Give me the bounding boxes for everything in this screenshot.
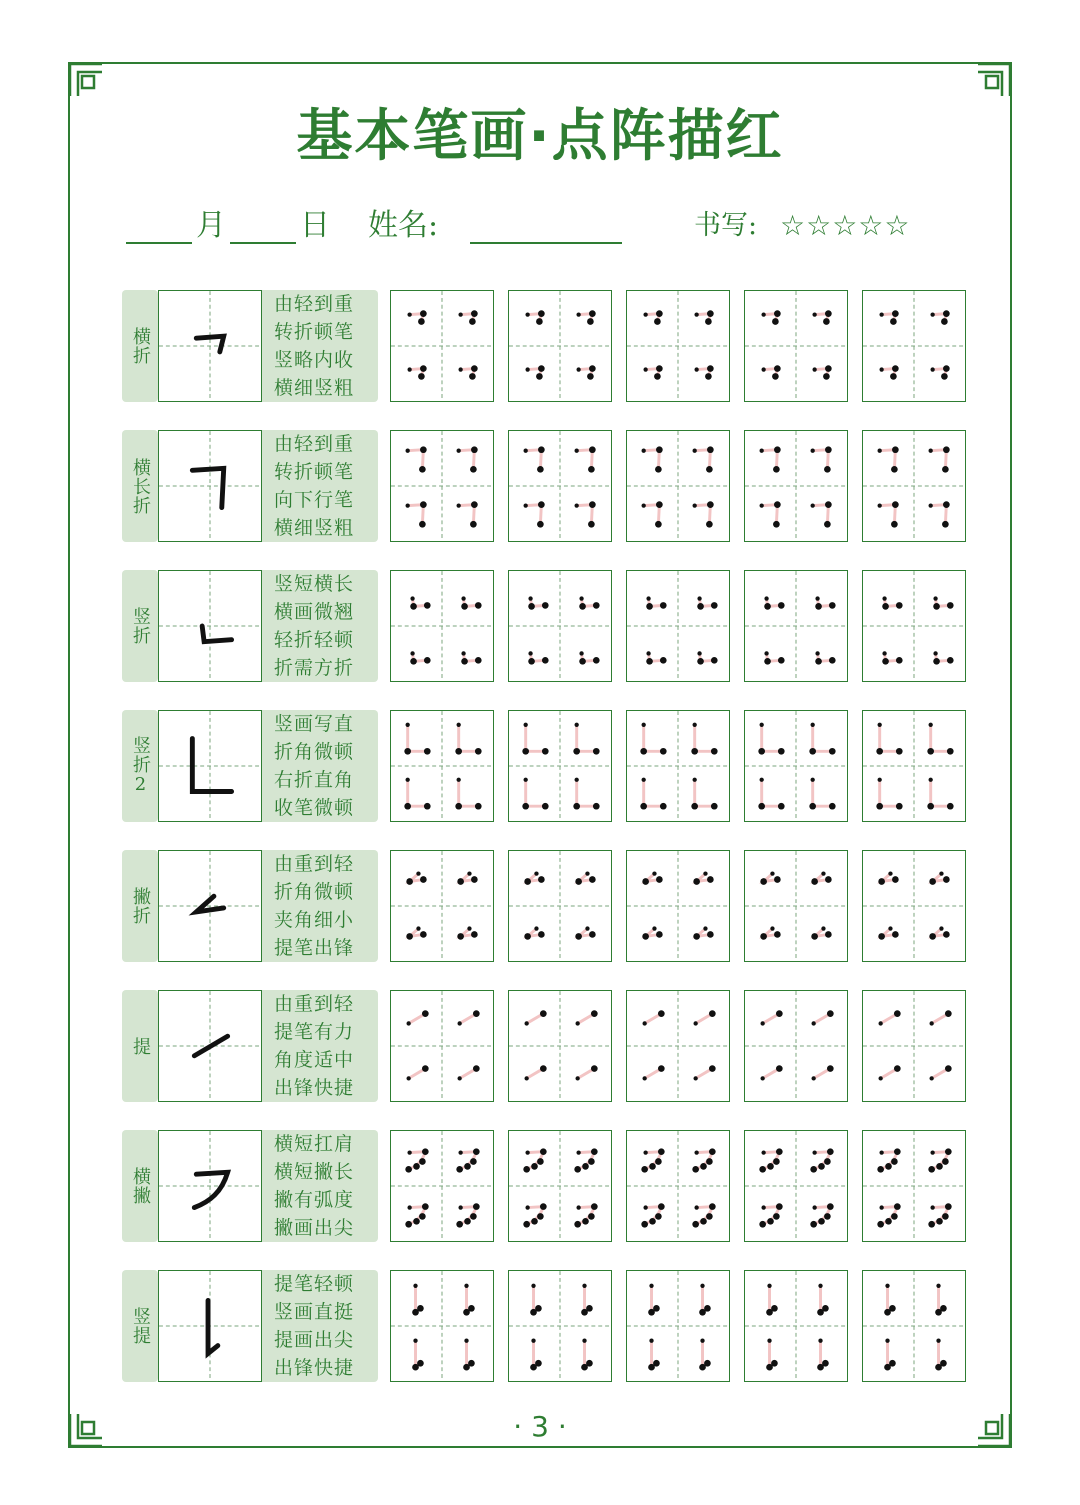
stroke-name: 撇折	[130, 887, 151, 925]
practice-cell[interactable]	[862, 570, 966, 682]
stroke-tip-line: 折角微顿	[274, 741, 355, 763]
trace-dots	[863, 711, 965, 821]
trace-dots	[509, 1131, 611, 1241]
practice-cell[interactable]	[862, 990, 966, 1102]
stroke-tip-line: 收笔微顿	[274, 797, 355, 819]
practice-cell[interactable]	[508, 1130, 612, 1242]
name-input[interactable]	[470, 242, 622, 244]
trace-dots	[627, 851, 729, 961]
practice-cell[interactable]	[508, 850, 612, 962]
stroke-row	[122, 1130, 968, 1242]
trace-dots	[509, 711, 611, 821]
practice-cell[interactable]	[390, 290, 494, 402]
stroke-tip-line: 提笔出锋	[274, 937, 355, 959]
trace-dots	[509, 991, 611, 1101]
stroke-tip-line: 横细竖粗	[274, 517, 355, 539]
trace-dots	[745, 1131, 847, 1241]
practice-cell[interactable]	[508, 1270, 612, 1382]
stroke-tip-line: 撇有弧度	[274, 1189, 355, 1211]
stroke-tip-line: 出锋快捷	[274, 1357, 355, 1379]
stroke-tip-line: 出锋快捷	[274, 1077, 355, 1099]
stroke-name: 横长折	[130, 457, 151, 515]
stroke-tip-line: 向下行笔	[274, 489, 355, 511]
stroke-name-box	[122, 710, 158, 822]
trace-dots	[627, 991, 729, 1101]
stroke-row	[122, 990, 968, 1102]
stroke-tip-line: 转折顿笔	[274, 461, 355, 483]
stroke-tip-line: 竖短横长	[274, 573, 355, 595]
month-input[interactable]	[126, 242, 192, 244]
trace-dots	[863, 991, 965, 1101]
practice-cell[interactable]	[390, 1130, 494, 1242]
stroke-demo-cell	[158, 570, 262, 682]
stroke-demo-cell	[158, 1270, 262, 1382]
stroke-glyph	[159, 1131, 261, 1241]
trace-dots	[391, 571, 493, 681]
stroke-tip-line: 竖画直挺	[274, 1301, 355, 1323]
stroke-row	[122, 850, 968, 962]
trace-dots	[863, 851, 965, 961]
practice-cell[interactable]	[744, 850, 848, 962]
stroke-tip-line: 横画微翘	[274, 601, 355, 623]
practice-cell[interactable]	[744, 1130, 848, 1242]
trace-dots	[863, 1131, 965, 1241]
stroke-tips	[262, 430, 378, 542]
stroke-tip-line: 角度适中	[274, 1049, 355, 1071]
trace-dots	[745, 1271, 847, 1381]
stroke-tip-line: 夹角细小	[274, 909, 355, 931]
stroke-name-box	[122, 570, 158, 682]
practice-cell[interactable]	[508, 990, 612, 1102]
practice-cell[interactable]	[862, 430, 966, 542]
trace-dots	[509, 571, 611, 681]
rating-label: 书写:	[694, 210, 758, 241]
practice-cell[interactable]	[862, 850, 966, 962]
stroke-tips	[262, 990, 378, 1102]
stroke-demo-cell	[158, 990, 262, 1102]
stroke-row	[122, 710, 968, 822]
practice-cell[interactable]	[626, 290, 730, 402]
practice-cell[interactable]	[626, 570, 730, 682]
stroke-demo-cell	[158, 290, 262, 402]
stroke-name: 竖提	[130, 1307, 151, 1345]
stroke-tip-line: 横短扛肩	[274, 1133, 355, 1155]
trace-dots	[391, 711, 493, 821]
day-input[interactable]	[230, 242, 296, 244]
stroke-demo-cell	[158, 710, 262, 822]
stroke-name-box	[122, 1130, 158, 1242]
stroke-name: 横撇	[130, 1167, 151, 1205]
stroke-glyph	[159, 431, 261, 541]
trace-dots	[509, 1271, 611, 1381]
stroke-tips	[262, 1130, 378, 1242]
trace-dots	[627, 711, 729, 821]
stroke-name-box	[122, 290, 158, 402]
trace-dots	[863, 291, 965, 401]
stroke-tip-line: 折需方折	[274, 657, 355, 679]
trace-dots	[745, 431, 847, 541]
month-label: 月	[196, 208, 226, 243]
stroke-demo-cell	[158, 1130, 262, 1242]
practice-cell[interactable]	[508, 430, 612, 542]
trace-dots	[627, 431, 729, 541]
stroke-glyph	[159, 711, 261, 821]
trace-dots	[391, 431, 493, 541]
practice-cell[interactable]	[862, 1130, 966, 1242]
stroke-glyph	[159, 291, 261, 401]
stroke-tips	[262, 1270, 378, 1382]
stroke-name-box	[122, 1270, 158, 1382]
stroke-tip-line: 由轻到重	[274, 433, 355, 455]
page-number: · 3 ·	[513, 1410, 567, 1443]
stroke-demo-cell	[158, 430, 262, 542]
practice-cell[interactable]	[626, 850, 730, 962]
practice-cell[interactable]	[390, 570, 494, 682]
practice-cell[interactable]	[390, 1270, 494, 1382]
stroke-tips	[262, 850, 378, 962]
stroke-tips	[262, 290, 378, 402]
practice-cell[interactable]	[744, 570, 848, 682]
practice-cell[interactable]	[744, 710, 848, 822]
stroke-row	[122, 290, 968, 402]
stroke-glyph	[159, 571, 261, 681]
trace-dots	[391, 1271, 493, 1381]
stroke-glyph	[159, 1271, 261, 1381]
stroke-tip-line: 提笔有力	[274, 1021, 355, 1043]
trace-dots	[509, 851, 611, 961]
practice-cell[interactable]	[390, 710, 494, 822]
trace-dots	[627, 1271, 729, 1381]
trace-dots	[863, 431, 965, 541]
trace-dots	[509, 431, 611, 541]
practice-cell[interactable]	[862, 710, 966, 822]
stroke-tip-line: 提笔轻顿	[274, 1273, 355, 1295]
practice-cell[interactable]	[744, 290, 848, 402]
practice-cell[interactable]	[862, 290, 966, 402]
stroke-name: 横折	[130, 327, 151, 365]
stroke-name: 竖折	[130, 607, 151, 645]
stroke-tips	[262, 570, 378, 682]
trace-dots	[745, 571, 847, 681]
practice-cell[interactable]	[862, 1270, 966, 1382]
stroke-tip-line: 横短撇长	[274, 1161, 355, 1183]
stroke-row	[122, 1270, 968, 1382]
practice-cell[interactable]	[626, 710, 730, 822]
stroke-tip-line: 右折直角	[274, 769, 355, 791]
practice-cell[interactable]	[744, 990, 848, 1102]
practice-cell[interactable]	[508, 570, 612, 682]
stroke-tip-line: 由轻到重	[274, 293, 355, 315]
header-fields	[120, 206, 940, 250]
practice-cell[interactable]	[390, 850, 494, 962]
trace-dots	[627, 291, 729, 401]
page-title: 基本笔画·点阵描红	[296, 104, 784, 169]
stroke-tip-line: 撇画出尖	[274, 1217, 355, 1239]
stroke-glyph	[159, 851, 261, 961]
practice-cell[interactable]	[626, 1130, 730, 1242]
stroke-tip-line: 提画出尖	[274, 1329, 355, 1351]
practice-cell[interactable]	[626, 1270, 730, 1382]
stroke-name-box	[122, 850, 158, 962]
stroke-tip-line: 折角微顿	[274, 881, 355, 903]
stroke-row	[122, 570, 968, 682]
practice-cell[interactable]	[744, 430, 848, 542]
trace-dots	[391, 291, 493, 401]
trace-dots	[745, 291, 847, 401]
practice-cell[interactable]	[390, 990, 494, 1102]
trace-dots	[391, 851, 493, 961]
stroke-tip-line: 竖略内收	[274, 349, 355, 371]
stroke-demo-cell	[158, 850, 262, 962]
star-rating[interactable]: ☆☆☆☆☆	[780, 209, 911, 242]
stroke-tip-line: 轻折轻顿	[274, 629, 355, 651]
practice-cell[interactable]	[508, 710, 612, 822]
practice-cell[interactable]	[744, 1270, 848, 1382]
trace-dots	[745, 991, 847, 1101]
day-label: 日	[300, 208, 330, 243]
trace-dots	[863, 1271, 965, 1381]
practice-cell[interactable]	[626, 430, 730, 542]
trace-dots	[391, 1131, 493, 1241]
page-number-value: 3	[531, 1410, 549, 1443]
stroke-name: 提	[130, 1036, 151, 1056]
practice-cell[interactable]	[390, 430, 494, 542]
name-label: 姓名:	[368, 208, 439, 243]
stroke-tip-line: 由重到轻	[274, 993, 355, 1015]
stroke-tip-line: 由重到轻	[274, 853, 355, 875]
practice-cell[interactable]	[508, 290, 612, 402]
stroke-tip-line: 横细竖粗	[274, 377, 355, 399]
stroke-name-box	[122, 430, 158, 542]
stroke-glyph	[159, 991, 261, 1101]
trace-dots	[627, 571, 729, 681]
stroke-row	[122, 430, 968, 542]
trace-dots	[627, 1131, 729, 1241]
practice-cell[interactable]	[626, 990, 730, 1102]
trace-dots	[391, 991, 493, 1101]
stroke-tip-line: 竖画写直	[274, 713, 355, 735]
stroke-name-box	[122, 990, 158, 1102]
stroke-tips	[262, 710, 378, 822]
trace-dots	[745, 711, 847, 821]
trace-dots	[745, 851, 847, 961]
trace-dots	[509, 291, 611, 401]
stroke-name: 竖折2	[130, 736, 151, 796]
trace-dots	[863, 571, 965, 681]
stroke-tip-line: 转折顿笔	[274, 321, 355, 343]
